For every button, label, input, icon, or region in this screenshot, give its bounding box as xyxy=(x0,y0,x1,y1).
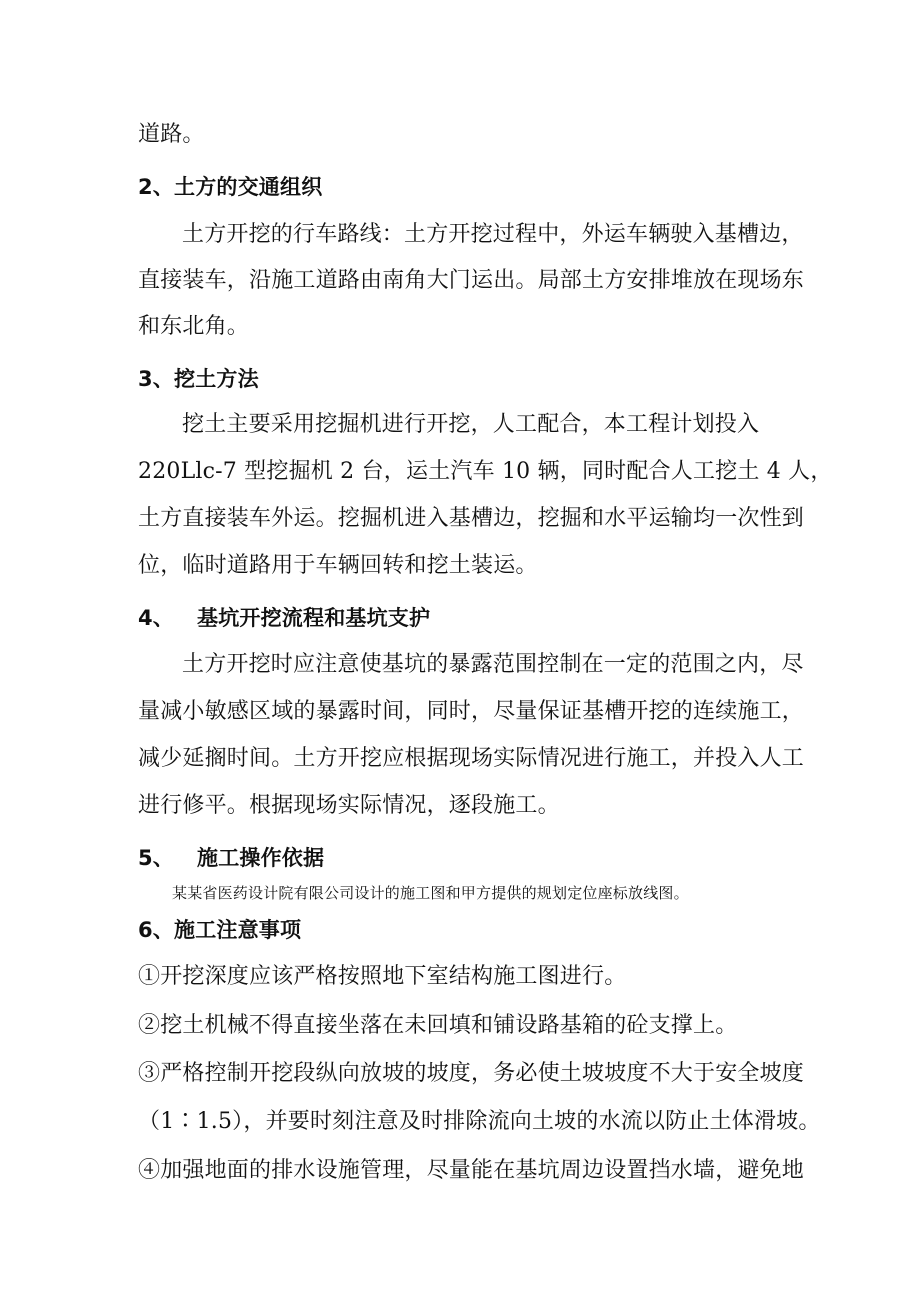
paragraph-line: 和东北角。 xyxy=(138,314,250,339)
paragraph-line: 土方直接装车外运。挖掘机进入基槽边，挖掘和水平运输均一次性到 xyxy=(138,506,805,531)
section-heading-2: 2、土方的交通组织 xyxy=(138,175,323,199)
list-item-continuation: （1∶1.5），并要时刻注意及时排除流向土坡的水流以防止土体滑坡。 xyxy=(138,1109,821,1134)
paragraph-line: 位，临时道路用于车辆回转和挖土装运。 xyxy=(138,553,538,578)
section-number-4: 4、 xyxy=(138,606,175,630)
section-heading-5: 施工操作依据 xyxy=(197,846,325,870)
paragraph-line: 土方开挖的行车路线：土方开挖过程中，外运车辆驶入基槽边， xyxy=(182,222,804,247)
paragraph-line: 减少延搁时间。土方开挖应根据现场实际情况进行施工，并投入人工 xyxy=(138,746,805,771)
paragraph-line: 量减小敏感区域的暴露时间，同时，尽量保证基槽开挖的连续施工， xyxy=(138,699,805,724)
paragraph-line: 挖土主要采用挖掘机进行开挖，人工配合，本工程计划投入 xyxy=(182,412,760,437)
paragraph-line: 土方开挖时应注意使基坑的暴露范围控制在一定的范围之内，尽 xyxy=(182,652,804,677)
paragraph-line: 直接装车，沿施工道路由南角大门运出。局部土方安排堆放在现场东 xyxy=(138,268,805,293)
list-item: ③严格控制开挖段纵向放坡的坡度，务必使土坡坡度不大于安全坡度 xyxy=(138,1061,805,1086)
section-heading-6: 6、施工注意事项 xyxy=(138,918,302,942)
paragraph-line: 进行修平。根据现场实际情况，逐段施工。 xyxy=(138,793,560,818)
text-line: 道路。 xyxy=(138,122,205,147)
list-item: ②挖土机械不得直接坐落在未回填和铺设路基箱的砼支撑上。 xyxy=(138,1013,738,1038)
list-item: ①开挖深度应该严格按照地下室结构施工图进行。 xyxy=(138,964,627,989)
section-heading-3: 3、挖土方法 xyxy=(138,367,259,391)
section-number-5: 5、 xyxy=(138,846,175,870)
paragraph-line: 220Llc-7 型挖掘机 2 台，运土汽车 10 辆，同时配合人工挖土 4 人， xyxy=(138,459,833,484)
list-item: ④加强地面的排水设施管理，尽量能在基坑周边设置挡水墙，避免地 xyxy=(138,1158,805,1183)
reference-note: 某某省医药设计院有限公司设计的施工图和甲方提供的规划定位座标放线图。 xyxy=(172,884,689,902)
section-heading-4: 基坑开挖流程和基坑支护 xyxy=(197,606,431,630)
